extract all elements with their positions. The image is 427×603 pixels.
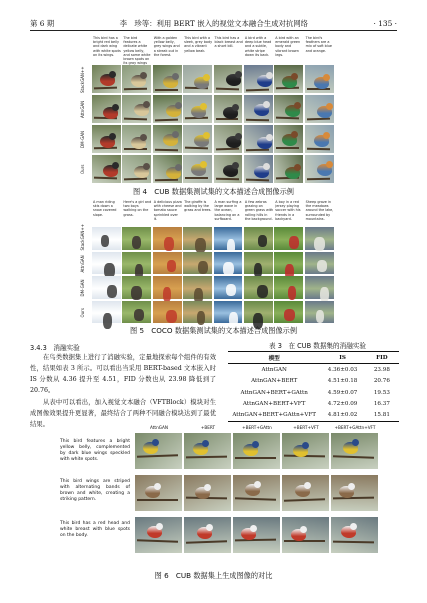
branch-shape bbox=[185, 177, 208, 179]
scene-subject-shape bbox=[229, 312, 238, 327]
fig5-text-caption: Sheep graze in the meadows around the lake, surrounded by mountains. bbox=[305, 200, 334, 221]
fig4-generated-image bbox=[183, 65, 212, 93]
bird-head-shape bbox=[291, 73, 298, 80]
fig5-text-caption: Here's a girl and two boys walking on the grass. bbox=[123, 200, 152, 217]
bird-head-shape bbox=[204, 484, 211, 491]
fig6-generated-image bbox=[282, 517, 329, 553]
table-title: 表 3 在 CUB 数据集的消融实验 bbox=[269, 342, 366, 350]
bird-head-shape bbox=[235, 71, 242, 78]
bird-head-shape bbox=[250, 525, 257, 532]
fig6-generated-image bbox=[282, 475, 329, 511]
table-header: 模型 bbox=[268, 355, 280, 362]
fig4-generated-image bbox=[214, 155, 243, 183]
fig5-generated-image bbox=[92, 227, 121, 250]
branch-shape bbox=[155, 89, 178, 91]
bird-head-shape bbox=[143, 101, 150, 108]
fig6-generated-image bbox=[184, 433, 231, 469]
branch-shape bbox=[137, 499, 178, 501]
fig4-generated-image bbox=[244, 125, 273, 153]
fig5-generated-image bbox=[92, 252, 121, 275]
bird-head-shape bbox=[302, 442, 309, 449]
bird-head-shape bbox=[175, 164, 182, 171]
fig5-text-caption: A man surfing a large wave in the ocean, balancing on a surfboard. bbox=[214, 200, 242, 221]
fig4-generated-image bbox=[183, 95, 212, 123]
branch-shape bbox=[124, 178, 147, 181]
fig5-generated-image bbox=[122, 227, 151, 250]
fig4-generated-image bbox=[183, 155, 212, 183]
section-heading: 3.4.3 消融实验 bbox=[30, 344, 80, 352]
branch-shape bbox=[284, 498, 325, 501]
bird-head-shape bbox=[154, 483, 161, 490]
table-cell: AttnGAN+BERT+GAttn+VFT bbox=[232, 412, 317, 419]
bird-head-shape bbox=[294, 102, 301, 109]
table-row bbox=[228, 398, 399, 409]
branch-shape bbox=[155, 179, 178, 181]
table-cell: 4.81±0.02 bbox=[327, 412, 358, 419]
branch-shape bbox=[307, 178, 330, 180]
fig6-generated-image bbox=[331, 517, 378, 553]
branch-shape bbox=[186, 540, 227, 543]
paragraph-2: 从表中可以看出，加入视觉文本融合（VFTBlock）模块对生成图像效果提升更显著，最终结合了两种不同融合模块达到了最优结果。 bbox=[30, 399, 216, 428]
fig4-text-caption: This bird with a sleek, grey body and a vibrant yellow beak. bbox=[184, 36, 213, 53]
table-cell: AttnGAN bbox=[261, 366, 287, 373]
fig4-text-caption: A bird with an emerald green body and vibrant brown legs. bbox=[275, 36, 301, 57]
scene-subject-shape bbox=[164, 237, 174, 251]
fig5-generated-image bbox=[214, 276, 243, 299]
bird-head-shape bbox=[326, 161, 333, 168]
bird-head-shape bbox=[109, 133, 116, 140]
fig4-generated-image bbox=[122, 155, 151, 183]
table-header-row bbox=[228, 352, 399, 364]
fig5-generated-image bbox=[244, 301, 273, 324]
fig5-generated-image bbox=[153, 276, 182, 299]
branch-shape bbox=[246, 179, 269, 182]
table-cell: 20.76 bbox=[373, 378, 390, 385]
scene-subject-shape bbox=[198, 261, 208, 274]
fig5-image-row bbox=[80, 276, 335, 300]
header-rule bbox=[30, 30, 397, 31]
scene-subject-shape bbox=[223, 262, 234, 276]
bird-head-shape bbox=[203, 74, 210, 81]
scene-subject-shape bbox=[107, 285, 117, 298]
bird-head-shape bbox=[304, 482, 311, 489]
scene-subject-shape bbox=[134, 309, 144, 321]
bird-head-shape bbox=[352, 439, 359, 446]
fig6-generated-image bbox=[135, 475, 182, 511]
table-header: IS bbox=[339, 354, 346, 361]
bird-head-shape bbox=[200, 161, 207, 168]
fig6-generated-image bbox=[184, 517, 231, 553]
fig6-generated-image bbox=[233, 475, 280, 511]
fig4-generated-image bbox=[274, 65, 303, 93]
fig6-generated-image bbox=[184, 475, 231, 511]
fig5-generated-image bbox=[153, 252, 182, 275]
table-cell: 4.59±0.07 bbox=[327, 389, 358, 396]
bird-head-shape bbox=[254, 481, 261, 488]
bird-head-shape bbox=[206, 524, 213, 531]
branch-shape bbox=[235, 539, 276, 542]
fig4-text-caption: The bird features a delicate white yellow belly, and some white brown spots on its gray wings bbox=[123, 36, 151, 66]
fig5-caption-row bbox=[92, 200, 335, 226]
bird-head-shape bbox=[263, 101, 270, 108]
fig4-generated-image bbox=[122, 65, 151, 93]
fig4-generated-image bbox=[92, 65, 121, 93]
fig4-text-caption: A bird with a deep blue head and a subtle, white stripe down its back. bbox=[244, 36, 272, 57]
bird-head-shape bbox=[200, 103, 207, 110]
fig4-generated-image bbox=[153, 65, 182, 93]
bird-head-shape bbox=[232, 104, 239, 111]
fig4-generated-image bbox=[153, 155, 182, 183]
fig4-row-label: StackGAN++ bbox=[80, 66, 85, 93]
fig4-text-caption: The bird's feathers are a mix of soft blue and orange. bbox=[305, 36, 333, 53]
fig6-text-caption: This bird wings are striped with alternating bands of brown and white, creating a striking pattern. bbox=[60, 479, 130, 502]
fig5-row-label: DM-GAN bbox=[80, 279, 85, 297]
fig6-generated-image bbox=[331, 433, 378, 469]
fig5-generated-image bbox=[244, 252, 273, 275]
branch-shape bbox=[333, 497, 374, 500]
fig4-generated-image bbox=[305, 65, 334, 93]
branch-shape bbox=[124, 88, 147, 90]
bird-head-shape bbox=[291, 131, 298, 138]
table-cell: AttnGAN+BERT+VFT bbox=[242, 400, 306, 407]
fig5-caption: 图 5 COCO 数据集测试集的文本描述合成图像示例 bbox=[129, 326, 298, 335]
branch-shape bbox=[333, 455, 374, 458]
fig5-generated-image bbox=[274, 301, 303, 324]
fig6-column-header: +BERT+GAttn+VFT bbox=[334, 425, 376, 430]
fig6-caption: 图 6 CUB 数据集上生成图像的对比 bbox=[154, 571, 273, 580]
table-header: FID bbox=[376, 354, 388, 361]
fig4-generated-image bbox=[244, 155, 273, 183]
bird-head-shape bbox=[202, 440, 209, 447]
table-cell: 4.72±0.09 bbox=[327, 400, 358, 407]
fig4-text-caption: With a golden yellow belly, grey wings and a streak out in the forest. bbox=[153, 36, 180, 57]
scene-subject-shape bbox=[317, 260, 327, 272]
table-cell: AttnGAN+BERT bbox=[251, 378, 298, 385]
fig4-generated-image bbox=[153, 125, 182, 153]
branch-shape bbox=[155, 119, 178, 122]
bird-head-shape bbox=[152, 439, 159, 446]
fig5-row-label: StackGAN++ bbox=[80, 223, 85, 251]
fig5-generated-image bbox=[214, 252, 243, 275]
branch-shape bbox=[94, 87, 117, 90]
branch-shape bbox=[215, 148, 238, 151]
table-cell: 4.51±0.18 bbox=[327, 378, 358, 385]
fig4-generated-image bbox=[122, 125, 151, 153]
bird-head-shape bbox=[172, 73, 179, 80]
bird-head-shape bbox=[232, 162, 239, 169]
scene-subject-shape bbox=[101, 235, 109, 247]
fig5-generated-image bbox=[122, 252, 151, 275]
fig5-image-row bbox=[80, 252, 335, 276]
fig5-generated-image bbox=[122, 276, 151, 299]
fig5-generated-image bbox=[214, 227, 243, 250]
fig5-generated-image bbox=[305, 301, 334, 324]
fig5-generated-image bbox=[183, 227, 212, 250]
bird-head-shape bbox=[140, 134, 147, 141]
fig6-column-header: +BERT+VFT bbox=[293, 425, 319, 430]
bird-head-shape bbox=[172, 131, 179, 138]
fig5-generated-image bbox=[183, 276, 212, 299]
branch-shape bbox=[284, 540, 325, 542]
fig4-generated-image bbox=[244, 65, 273, 93]
fig5-generated-image bbox=[153, 227, 182, 250]
fig6-text-caption: This bird has a red head and white breast with blue spots on the body. bbox=[60, 521, 130, 538]
fig4-row-label: Ours bbox=[80, 164, 85, 175]
fig4-generated-image bbox=[274, 95, 303, 123]
fig4-caption: 图 4 CUB 数据集测试集的文本描述合成图像示例 bbox=[133, 187, 294, 196]
fig4-text-caption: This bird has a bright red belly and dark wing with white spots on its wings. bbox=[93, 36, 121, 57]
issue-number: 第 6 期 bbox=[30, 18, 55, 28]
fig4-generated-image bbox=[183, 125, 212, 153]
bird-head-shape bbox=[326, 103, 333, 110]
table-cell: 23.98 bbox=[373, 366, 390, 373]
fig5-text-caption: The giraffe is walking by the grass and trees. bbox=[184, 200, 212, 213]
fig5-generated-image bbox=[274, 252, 303, 275]
fig4-generated-image bbox=[214, 125, 243, 153]
fig5-generated-image bbox=[183, 252, 212, 275]
scene-subject-shape bbox=[132, 236, 141, 249]
table-cell: 4.36±0.03 bbox=[327, 366, 358, 373]
bird-head-shape bbox=[203, 132, 210, 139]
branch-shape bbox=[155, 149, 178, 151]
fig4-generated-image bbox=[214, 95, 243, 123]
fig4-image-row bbox=[80, 125, 335, 154]
fig4-generated-image bbox=[305, 125, 334, 153]
fig4-text-caption: This bird has a black breast and a short bill. bbox=[214, 36, 243, 49]
branch-shape bbox=[235, 457, 276, 459]
page-number: · 135 · bbox=[373, 18, 397, 28]
table-cell: 15.81 bbox=[373, 412, 390, 419]
fig4-image-row bbox=[80, 155, 335, 184]
fig5-text-caption: A delicious pizza with cheese and tomato sauce sprinkled over it. bbox=[153, 200, 182, 221]
fig4-row-label: AttnGAN bbox=[80, 100, 85, 119]
table-row bbox=[228, 409, 399, 421]
fig5-generated-image bbox=[92, 301, 121, 324]
branch-shape bbox=[307, 118, 330, 121]
bird-head-shape bbox=[300, 526, 307, 533]
scene-subject-shape bbox=[131, 286, 142, 300]
fig4-generated-image bbox=[214, 65, 243, 93]
fig5-row-label: AttnGAN bbox=[80, 254, 85, 272]
fig6-generated-image bbox=[233, 517, 280, 553]
scene-subject-shape bbox=[166, 310, 177, 323]
bird-head-shape bbox=[252, 441, 259, 448]
scene-subject-shape bbox=[167, 260, 176, 272]
fig5-text-caption: A boy in a red jersey playing soccer with his friends in a backyard. bbox=[275, 200, 301, 221]
fig6-generated-image bbox=[282, 433, 329, 469]
bird-head-shape bbox=[175, 102, 182, 109]
branch-shape bbox=[94, 177, 117, 180]
scene-subject-shape bbox=[314, 237, 325, 251]
fig4-generated-image bbox=[244, 95, 273, 123]
running-header bbox=[30, 17, 397, 29]
branch-shape bbox=[246, 89, 269, 92]
table-row bbox=[228, 376, 399, 387]
ablation-table bbox=[228, 351, 399, 422]
scene-subject-shape bbox=[289, 236, 299, 249]
bird-head-shape bbox=[266, 134, 273, 141]
branch-shape bbox=[215, 88, 238, 91]
fig6-text-caption: This bird features a bright yellow belly, complemented by dark blue wings speckled with white spots. bbox=[60, 439, 130, 462]
fig4-generated-image bbox=[92, 125, 121, 153]
fig5-generated-image bbox=[305, 276, 334, 299]
branch-shape bbox=[137, 539, 178, 542]
fig5-generated-image bbox=[214, 301, 243, 324]
fig6-column-header: +BERT+GAttn bbox=[242, 425, 272, 430]
table-row bbox=[228, 387, 399, 398]
fig6-column-header: AttnGAN bbox=[150, 425, 168, 430]
bird-head-shape bbox=[323, 132, 330, 139]
bird-head-shape bbox=[156, 523, 163, 530]
bird-head-shape bbox=[266, 72, 273, 79]
branch-shape bbox=[333, 541, 374, 544]
fig4-generated-image bbox=[153, 95, 182, 123]
scene-subject-shape bbox=[316, 310, 324, 323]
branch-shape bbox=[185, 147, 208, 150]
fig5-text-caption: A few zebras grazing on green grass with rolling hills in the background. bbox=[244, 200, 274, 221]
table-cell: 16.37 bbox=[373, 400, 390, 407]
fig4-generated-image bbox=[92, 95, 121, 123]
figure-4 bbox=[80, 36, 335, 206]
scene-subject-shape bbox=[284, 309, 295, 321]
table-cell: AttnGAN+BERT+GAttn bbox=[240, 389, 308, 396]
fig4-generated-image bbox=[305, 155, 334, 183]
fig5-row-label: Ours bbox=[80, 307, 85, 317]
fig6-generated-image bbox=[331, 475, 378, 511]
bird-head-shape bbox=[348, 483, 355, 490]
fig5-generated-image bbox=[274, 276, 303, 299]
fig5-generated-image bbox=[305, 227, 334, 250]
fig5-generated-image bbox=[305, 252, 334, 275]
fig5-generated-image bbox=[153, 301, 182, 324]
branch-shape bbox=[186, 456, 227, 459]
bird-head-shape bbox=[235, 133, 242, 140]
scene-subject-shape bbox=[226, 284, 236, 296]
bird-head-shape bbox=[112, 162, 119, 169]
fig5-generated-image bbox=[92, 276, 121, 299]
branch-shape bbox=[307, 148, 330, 150]
fig5-generated-image bbox=[122, 301, 151, 324]
branch-shape bbox=[215, 178, 238, 180]
branch-shape bbox=[235, 497, 276, 500]
running-title: 李 珍等：利用 BERT 嵌入的视觉文本融合生成对抗网络 bbox=[119, 18, 309, 28]
fig5-generated-image bbox=[244, 276, 273, 299]
fig4-caption-row bbox=[92, 36, 335, 64]
fig5-image-row bbox=[80, 301, 335, 325]
bird-head-shape bbox=[263, 163, 270, 170]
fig6-generated-image bbox=[135, 517, 182, 553]
bird-head-shape bbox=[143, 163, 150, 170]
fig4-generated-image bbox=[274, 155, 303, 183]
branch-shape bbox=[124, 118, 147, 121]
bird-head-shape bbox=[350, 523, 357, 530]
bird-head-shape bbox=[140, 72, 147, 79]
bird-head-shape bbox=[109, 71, 116, 78]
fig5-text-caption: A man riding skis down a snow covered slope. bbox=[93, 200, 117, 217]
branch-shape bbox=[246, 119, 269, 121]
scene-subject-shape bbox=[288, 286, 296, 300]
table-row bbox=[228, 364, 399, 376]
fig4-generated-image bbox=[274, 125, 303, 153]
figure-6 bbox=[60, 425, 380, 565]
scene-subject-shape bbox=[258, 235, 267, 247]
fig5-generated-image bbox=[274, 227, 303, 250]
fig6-column-header: +BERT bbox=[200, 425, 216, 430]
branch-shape bbox=[276, 117, 299, 120]
bird-head-shape bbox=[294, 164, 301, 171]
scene-subject-shape bbox=[257, 285, 268, 298]
fig4-generated-image bbox=[92, 155, 121, 183]
fig6-generated-image bbox=[135, 433, 182, 469]
fig6-generated-image bbox=[233, 433, 280, 469]
fig4-generated-image bbox=[122, 95, 151, 123]
fig4-image-row bbox=[80, 95, 335, 124]
fig5-generated-image bbox=[183, 301, 212, 324]
fig4-generated-image bbox=[305, 95, 334, 123]
fig4-row-label: DM-GAN bbox=[80, 131, 85, 148]
branch-shape bbox=[276, 147, 299, 149]
figure-5 bbox=[80, 200, 335, 340]
branch-shape bbox=[246, 149, 269, 151]
bird-head-shape bbox=[323, 74, 330, 81]
scene-subject-shape bbox=[197, 311, 205, 325]
fig4-image-row bbox=[80, 65, 335, 94]
paragraph-1: 在鸟类数据集上进行了消融实验，定量地探索每个组件的有效性，结果如表 3 所示。可以看出当采用 BERT-based 文本嵌入时 IS 分数从 4.36 提升至 4.51，FID 分数也从 23.98 降低到了 20.76。 bbox=[30, 354, 216, 394]
bird-head-shape bbox=[112, 104, 119, 111]
fig5-image-row bbox=[80, 223, 335, 251]
branch-shape bbox=[137, 454, 178, 457]
table-cell: 19.53 bbox=[373, 389, 390, 396]
fig5-generated-image bbox=[244, 227, 273, 250]
